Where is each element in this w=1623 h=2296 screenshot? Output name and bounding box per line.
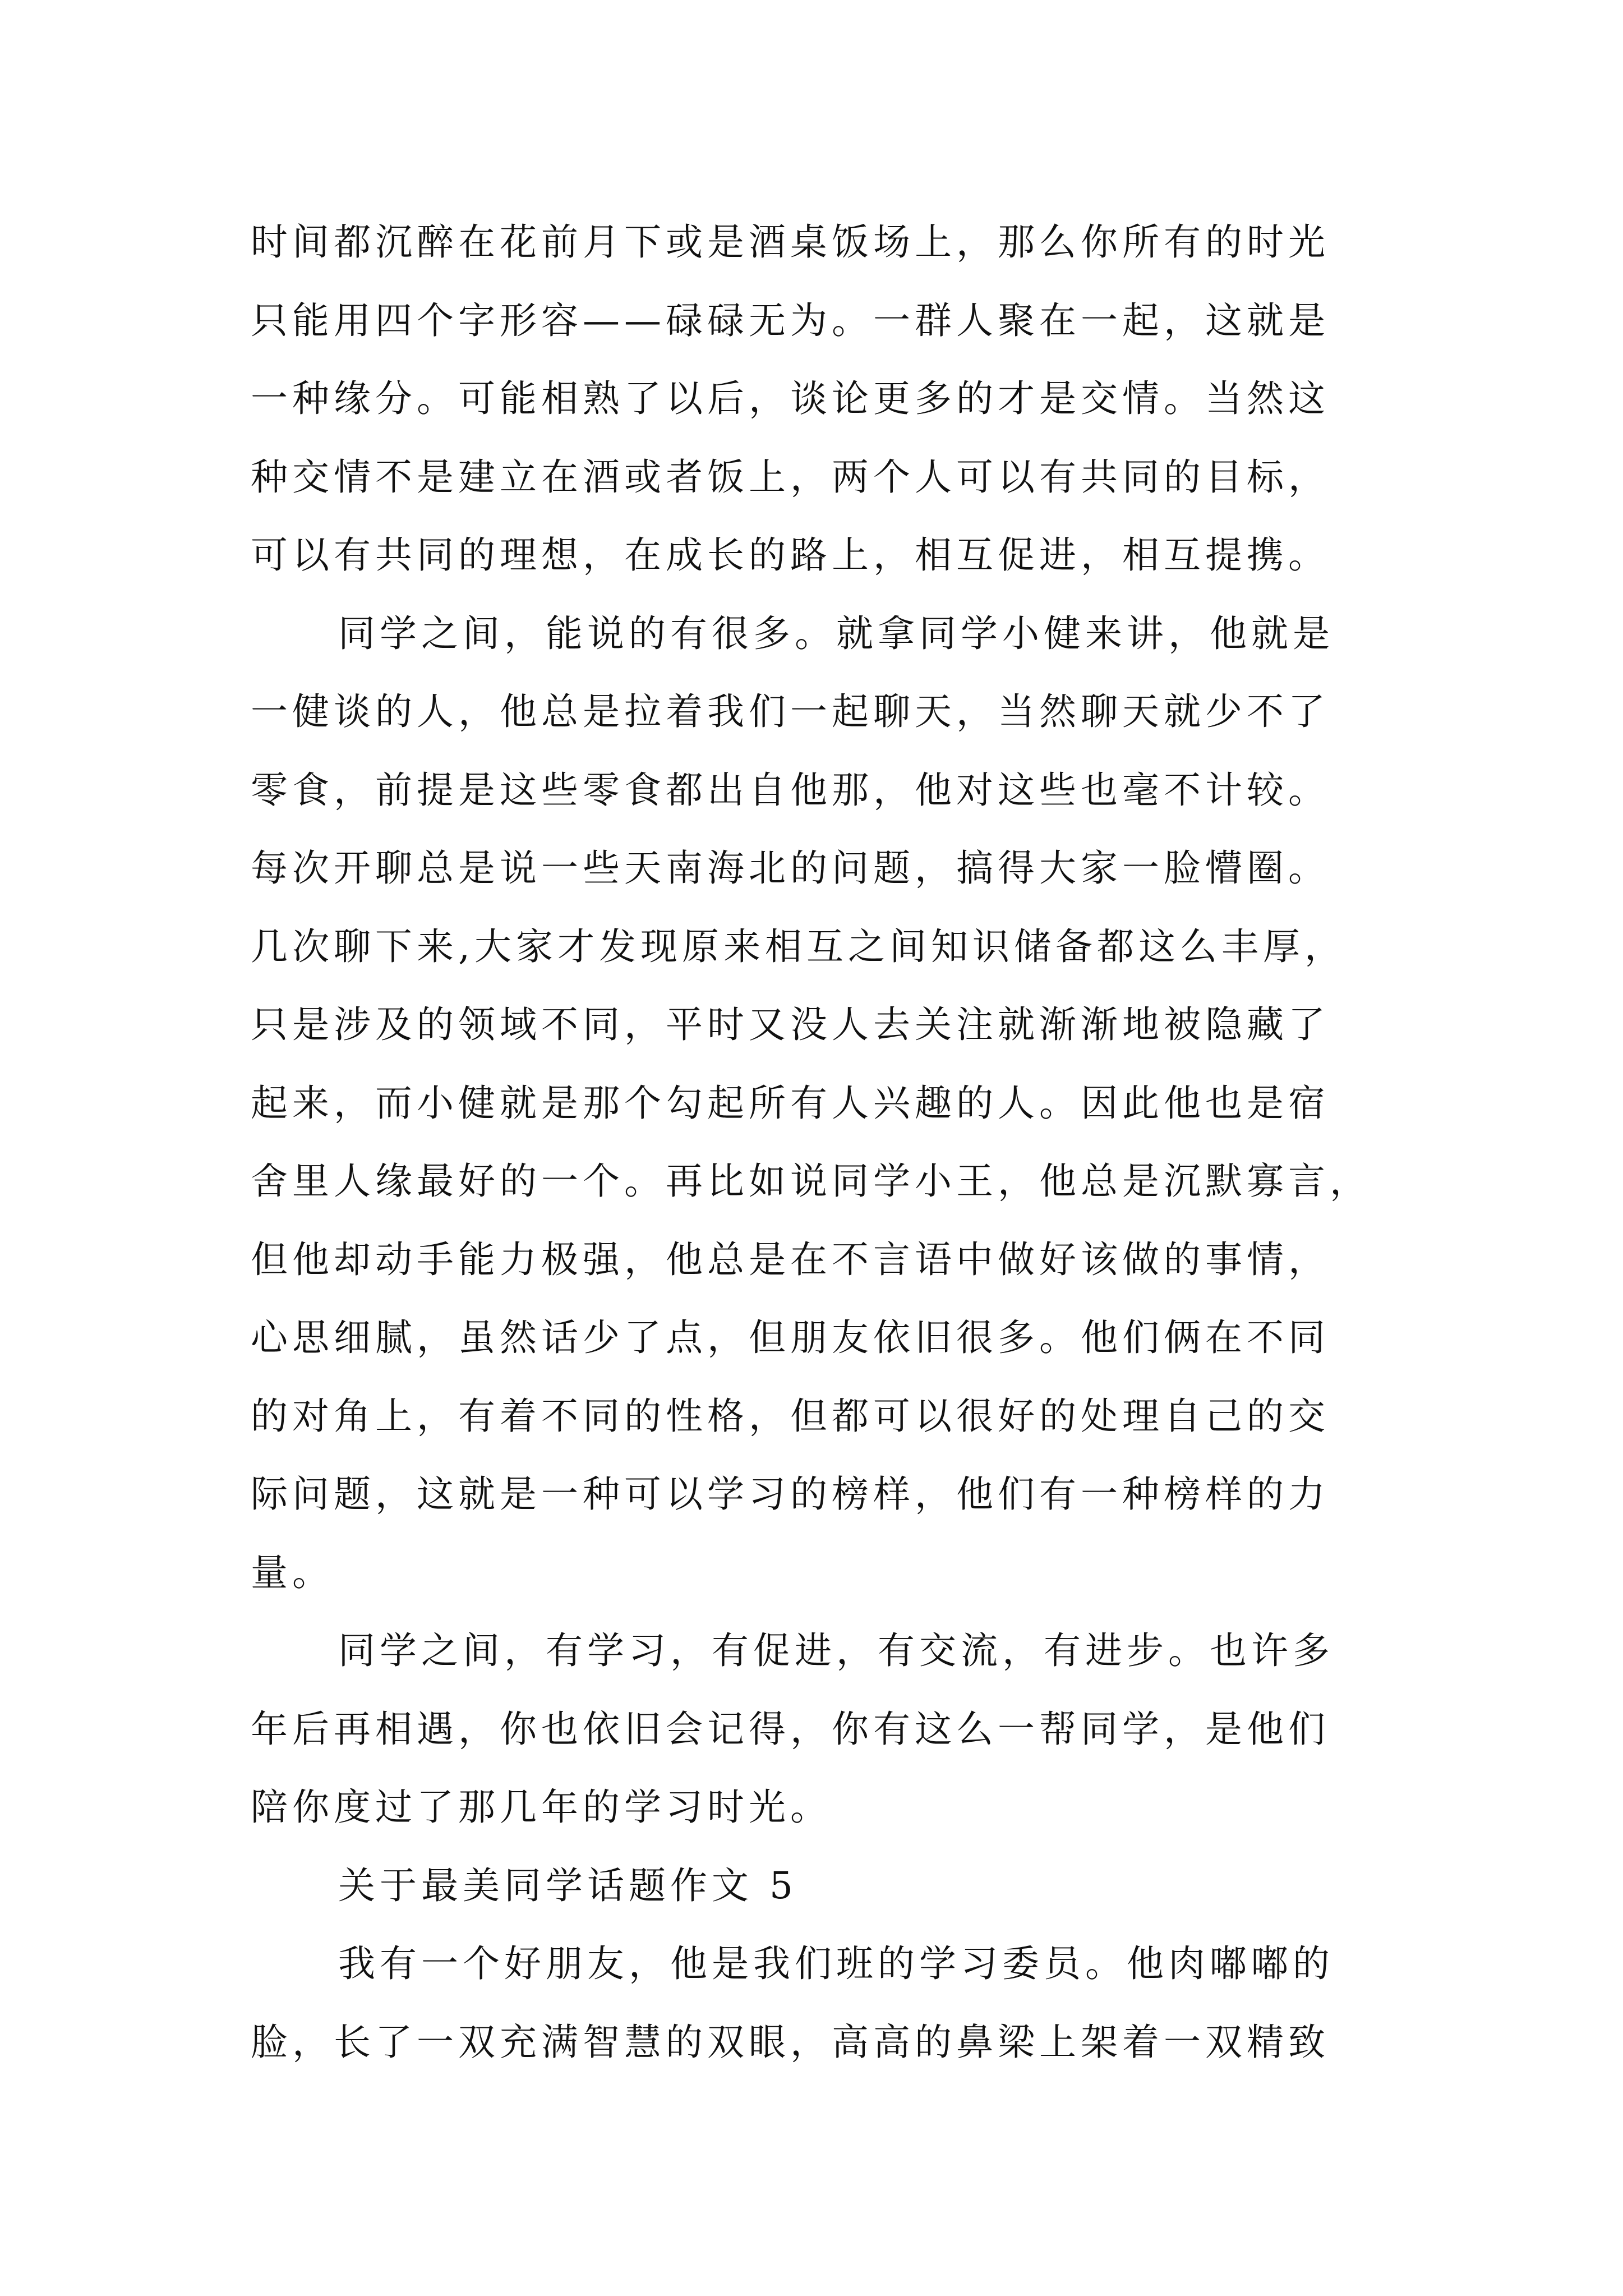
text-line: 陪你度过了那几年的学习时光。 — [251, 1786, 832, 1829]
text-line: 起来，而小健就是那个勾起所有人兴趣的人。因此他也是宿 — [251, 1082, 1330, 1125]
paragraph-start-line: 同学之间，能说的有很多。就拿同学小健来讲，他就是 — [338, 612, 1334, 655]
text-line: 只是涉及的领域不同，平时又没人去关注就渐渐地被隐藏了 — [251, 1003, 1330, 1046]
text-line: 年后再相遇，你也依旧会记得，你有这么一帮同学，是他们 — [251, 1708, 1330, 1751]
text-line: 时间都沉醉在花前月下或是酒桌饭场上，那么你所有的时光 — [251, 220, 1330, 264]
text-line: 只能用四个字形容——碌碌无为。一群人聚在一起，这就是 — [251, 299, 1330, 342]
text-line: 但他却动手能力极强，他总是在不言语中做好该做的事情， — [251, 1238, 1330, 1281]
text-line: 际问题，这就是一种可以学习的榜样，他们有一种榜样的力 — [251, 1473, 1330, 1516]
text-line: 的对角上，有着不同的性格，但都可以很好的处理自己的交 — [251, 1395, 1330, 1438]
text-line: 一健谈的人，他总是拉着我们一起聊天，当然聊天就少不了 — [251, 690, 1330, 733]
text-line: 几次聊下来,大家才发现原来相互之间知识储备都这么丰厚， — [251, 925, 1346, 968]
text-line: 每次开聊总是说一些天南海北的问题，搞得大家一脸懵圈。 — [251, 846, 1330, 890]
text-line: 心思细腻，虽然话少了点，但朋友依旧很多。他们俩在不同 — [251, 1316, 1330, 1359]
text-line: 零食，前提是这些零食都出自他那，他对这些也毫不计较。 — [251, 769, 1330, 812]
text-line: 一种缘分。可能相熟了以后，谈论更多的才是交情。当然这 — [251, 377, 1330, 420]
paragraph-start-line: 同学之间，有学习，有促进，有交流，有进步。也许多 — [338, 1629, 1334, 1672]
text-line: 量。 — [251, 1551, 334, 1594]
text-line: 脸，长了一双充满智慧的双眼，高高的鼻梁上架着一双精致 — [251, 2021, 1330, 2064]
paragraph-start-line: 我有一个好朋友，他是我们班的学习委员。他肉嘟嘟的 — [338, 1942, 1334, 1985]
text-line: 舍里人缘最好的一个。再比如说同学小王，他总是沉默寡言， — [251, 1159, 1371, 1203]
section-heading: 关于最美同学话题作文 5 — [338, 1864, 797, 1907]
text-line: 可以有共同的理想，在成长的路上，相互促进，相互提携。 — [251, 533, 1330, 577]
text-line: 种交情不是建立在酒或者饭上，两个人可以有共同的目标， — [251, 455, 1330, 499]
